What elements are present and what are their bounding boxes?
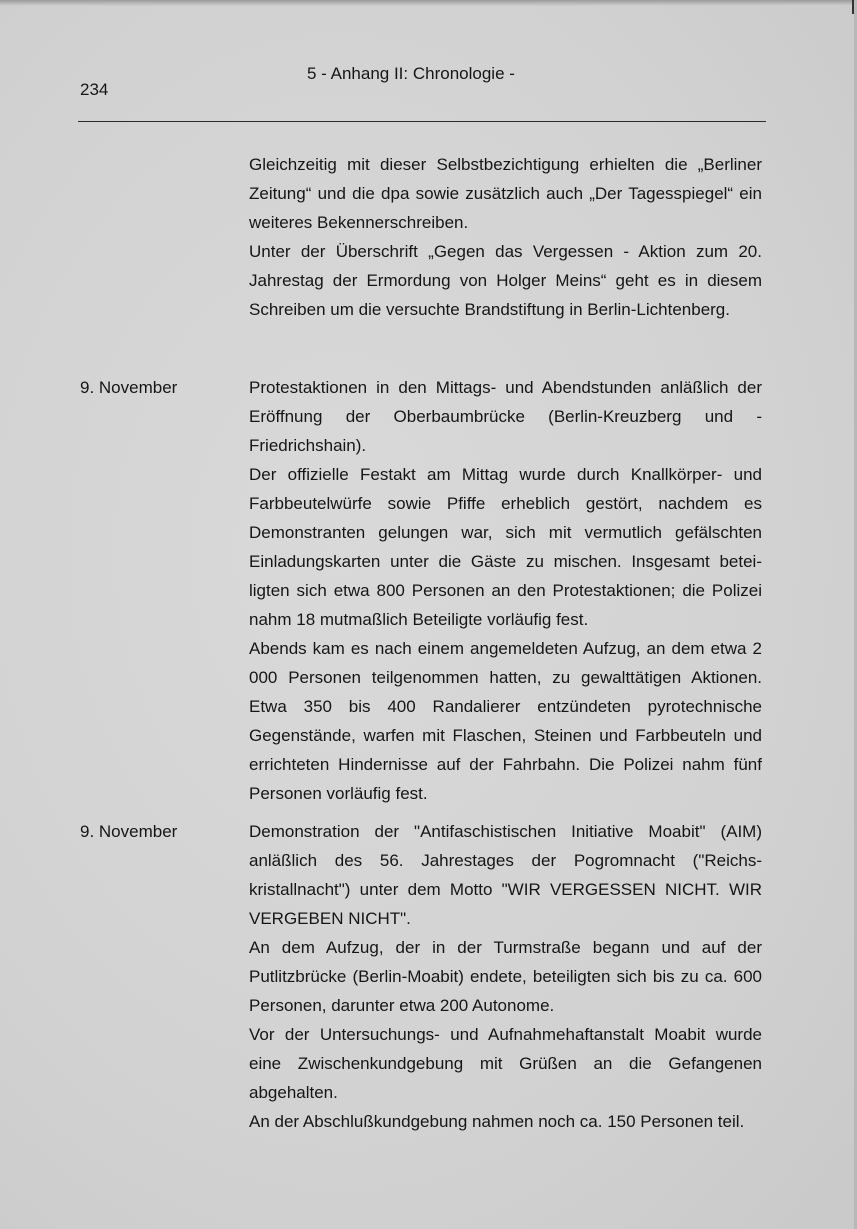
- entry-paragraph: An der Abschlußkundgebung nahmen noch ca. 150 Personen teil.: [249, 1112, 745, 1131]
- entry-paragraph: Abends kam es nach einem angemeldeten Aufzug, an dem etwa 2 000 Personen teilgenommen hatten, zu gewalttätigen Aktionen. Etwa 350 bis 400 Randalierer entzündeten pyrotechnische Gegenstände, warfen mit Flaschen, Steinen und Farbbeuteln und errichteten Hindernisse auf der Fahrbahn. Die Polizei nahm fünf Personen vorläufig fest.: [249, 639, 762, 803]
- entry-text: [249, 150, 762, 324]
- entry-paragraph: Der offizielle Festakt am Mittag wurde durch Knallkörper- und Farbbeutelwürfe sowie Pfiffe erheblich gestört, nachdem es Demonstranten gelungen war, sich mit vermutlich gefälschten Einladungskarten unter die Gäste zu mischen. Insgesamt beteiligten sich etwa 800 Personen an den Protestaktionen; die Polizei nahm 18 mutmaßlich Beteiligte vorläufig fest.: [249, 465, 762, 629]
- entry-paragraph: An dem Aufzug, der in der Turmstraße begann und auf der Putlitzbrücke (Berlin-Moabit) endete, beteiligten sich bis zu ca. 600 Personen, darunter etwa 200 Autonome.: [249, 938, 762, 1015]
- entry-paragraph: Gleichzeitig mit dieser Selbstbezichtigung erhielten die „Berliner Zeitung“ und die dpa sowie zusätzlich auch „Der Tagesspiegel“ ein weiteres Bekennerschreiben.: [249, 155, 762, 232]
- entry-date: 9. November: [80, 822, 178, 841]
- entry-paragraph: Demonstration der "Antifaschistischen Initiative Moabit" (AIM) anläßlich des 56. Jahrestages der Pogromnacht ("Reichskristallnacht") unter dem Motto "WIR VERGESSEN NICHT. WIR VERGEBEN NICHT".: [249, 822, 762, 928]
- entry-paragraph: Vor der Untersuchungs- und Aufnahmehaftanstalt Moabit wurde eine Zwischenkundgebung mit Grüßen an die Gefangenen abgehalten.: [249, 1025, 762, 1102]
- page-number: 234: [80, 80, 109, 99]
- entry-paragraph: Protestaktionen in den Mittags- und Abendstunden anläßlich der Eröffnung der Oberbaumbrücke (Berlin-Kreuzberg und -Friedrichshain).: [249, 378, 762, 455]
- entry-date: 9. November: [80, 378, 178, 397]
- scan-edge-mark: [852, 0, 854, 14]
- scan-top-edge: [0, 0, 857, 6]
- entry-text: [249, 373, 762, 808]
- entry-paragraph: Unter der Überschrift „Gegen das Vergessen - Aktion zum 20. Jahrestag der Ermordung von Holger Meins“ geht es in diesem Schreiben um die versuchte Brandstiftung in Berlin-Lichtenberg.: [249, 242, 762, 319]
- entry-text: [249, 817, 762, 1136]
- running-head: 5 - Anhang II: Chronologie -: [307, 64, 515, 83]
- header-rule: [78, 121, 766, 122]
